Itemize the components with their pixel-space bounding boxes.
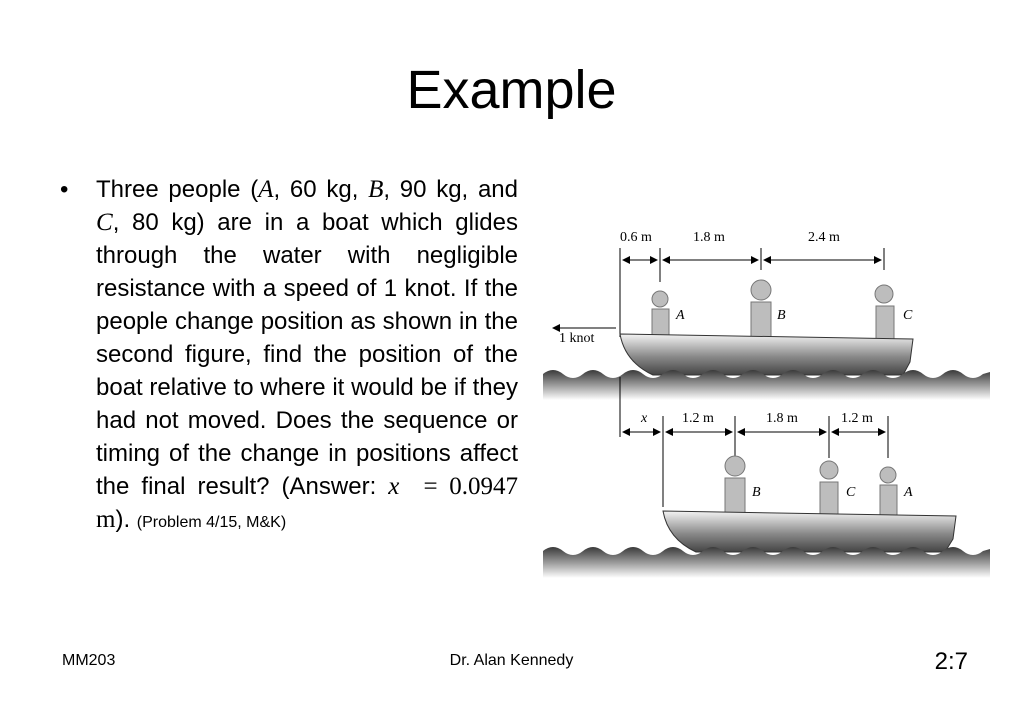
text-seg2: , 60 kg,: [273, 176, 369, 203]
person-body: [880, 485, 897, 515]
person-a-symbol: A: [258, 176, 274, 203]
bottom-dim-label-2: 1.2 m: [682, 411, 714, 426]
slide-title: Example: [406, 60, 617, 120]
text-seg4: , 80 kg) are in a boat which glides through the water with negligible resistance with a speed of 1 knot. If the people change position as shown in the second figure, find the position of the boat relative to where it would be if they had not moved. Does the sequence or timing of the change in positions affect the final result? (Answer:: [96, 209, 518, 500]
problem-reference: (Problem 4/15, M&K): [136, 514, 287, 531]
bottom-scene: [543, 377, 990, 578]
footer-author: Dr. Alan Kennedy: [449, 652, 574, 669]
person-body: [820, 482, 838, 515]
person-c-symbol: C: [96, 209, 113, 236]
person-c: [875, 285, 913, 339]
person-a: [880, 467, 913, 515]
text-seg1: Three people (: [96, 176, 259, 203]
top-dim-label-2: 1.8 m: [693, 230, 725, 245]
person-head: [880, 467, 896, 483]
person-b-symbol: B: [368, 176, 384, 203]
person-body: [751, 302, 771, 339]
top-dim-label-3: 2.4 m: [808, 230, 840, 245]
speed-label: 1 knot: [559, 331, 595, 346]
person-label: C: [846, 485, 856, 500]
footer-course-code: MM203: [62, 652, 116, 669]
person-label: B: [777, 308, 786, 323]
boat-figure: [543, 222, 990, 578]
person-head: [875, 285, 893, 303]
person-head: [725, 456, 745, 476]
person-head: [751, 280, 771, 300]
person-label: B: [752, 485, 761, 500]
bullet-marker: •: [60, 176, 69, 203]
boat-hull: [620, 334, 913, 375]
person-b: [751, 280, 786, 339]
text-seg5: ).: [115, 506, 131, 533]
person-a: [652, 291, 685, 338]
person-b: [725, 456, 761, 515]
person-body: [876, 306, 894, 339]
answer-value: = 0.0947 m: [96, 473, 518, 533]
person-c: [820, 461, 856, 515]
person-head: [652, 291, 668, 307]
footer-slide-number: 2:7: [934, 648, 968, 675]
person-label: A: [904, 485, 913, 500]
answer-variable: x: [388, 473, 400, 500]
bottom-dim-label-4: 1.2 m: [841, 411, 873, 426]
bullet-item: [60, 173, 518, 539]
person-body: [652, 309, 669, 338]
person-label: A: [676, 308, 685, 323]
top-dim-label-1: 0.6 m: [620, 230, 652, 245]
person-label: C: [903, 308, 913, 323]
top-scene: [543, 230, 990, 400]
person-body: [725, 478, 745, 515]
text-seg3: , 90 kg, and: [383, 176, 518, 203]
boat-hull: [663, 511, 956, 552]
bottom-dim-label-3: 1.8 m: [766, 411, 798, 426]
person-head: [820, 461, 838, 479]
bottom-dim-label-1: x: [641, 411, 648, 426]
problem-text: [96, 173, 518, 539]
